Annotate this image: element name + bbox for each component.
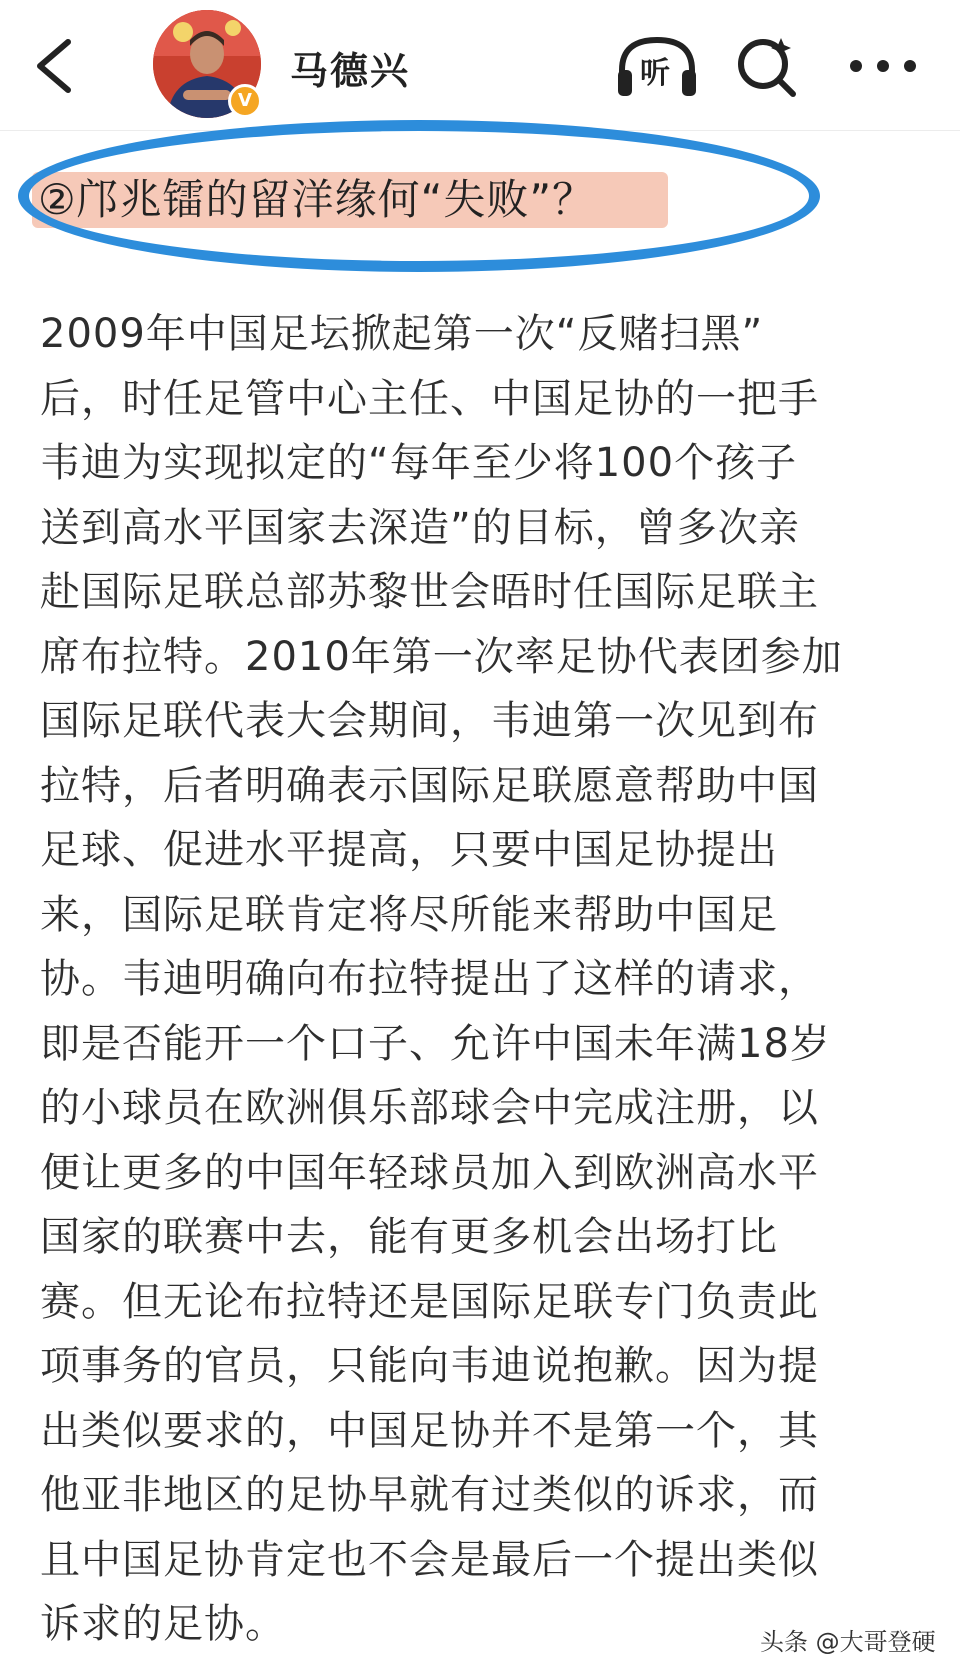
more-dots-icon[interactable] (848, 52, 918, 80)
article-line: 且中国足协肯定也不会是最后一个提出类似 (40, 1536, 819, 1583)
article-line: 便让更多的中国年轻球员加入到欧洲高水平 (40, 1149, 819, 1196)
article-line: 他亚非地区的足协早就有过类似的诉求，而 (40, 1472, 819, 1518)
article-line: 即是否能开一个口子、允许中国未年满18岁 (40, 1020, 831, 1067)
author-name[interactable]: 马德兴 (290, 49, 411, 93)
article-line: 诉求的足协。 (40, 1601, 286, 1647)
article-line: 送到高水平国家去深造”的目标，曾多次亲 (40, 504, 800, 551)
article-line: 拉特，后者明确表示国际足联愿意帮助中国 (40, 762, 819, 809)
article-line: 后，时任足管中心主任、中国足协的一把手 (40, 375, 819, 422)
article-line: 来，国际足联肯定将尽所能来帮助中国足 (40, 891, 778, 938)
article-line: 出类似要求的，中国足协并不是第一个，其 (40, 1407, 819, 1454)
top-navigation-bar (0, 0, 960, 130)
watermark: 头条 @大哥登硬 (760, 1628, 936, 1656)
article-line: 席布拉特。2010年第一次率足协代表团参加 (40, 633, 843, 680)
article-line: 足球、促进水平提高，只要中国足协提出 (40, 827, 778, 873)
listen-label[interactable]: 听 (640, 56, 670, 91)
back-arrow-icon[interactable] (30, 38, 80, 94)
article-line: 赴国际足联总部苏黎世会晤时任国际足联主 (40, 569, 819, 615)
article-line: 协。韦迪明确向布拉特提出了这样的请求， (40, 956, 819, 1002)
article-line: 赛。但无论布拉特还是国际足联专门负责此 (40, 1278, 819, 1325)
article-line: 的小球员在欧洲俱乐部球会中完成注册，以 (40, 1085, 819, 1131)
article-line: 2009年中国足坛掀起第一次“反赌扫黑” (40, 311, 764, 357)
article-line: 韦迪为实现拟定的“每年至少将100个孩子 (40, 440, 798, 486)
search-icon[interactable] (735, 34, 801, 100)
section-subtitle: ②邝兆镭的留洋缘何“失败”？ (38, 175, 596, 224)
article-line: 国家的联赛中去，能有更多机会出场打比 (40, 1214, 778, 1260)
article-line: 国际足联代表大会期间，韦迪第一次见到布 (40, 698, 819, 744)
annotation-oval (18, 120, 820, 272)
article-line: 项事务的官员，只能向韦迪说抱歉。因为提 (40, 1343, 819, 1389)
verified-badge-icon: V (228, 84, 262, 118)
article-body (40, 302, 920, 1657)
